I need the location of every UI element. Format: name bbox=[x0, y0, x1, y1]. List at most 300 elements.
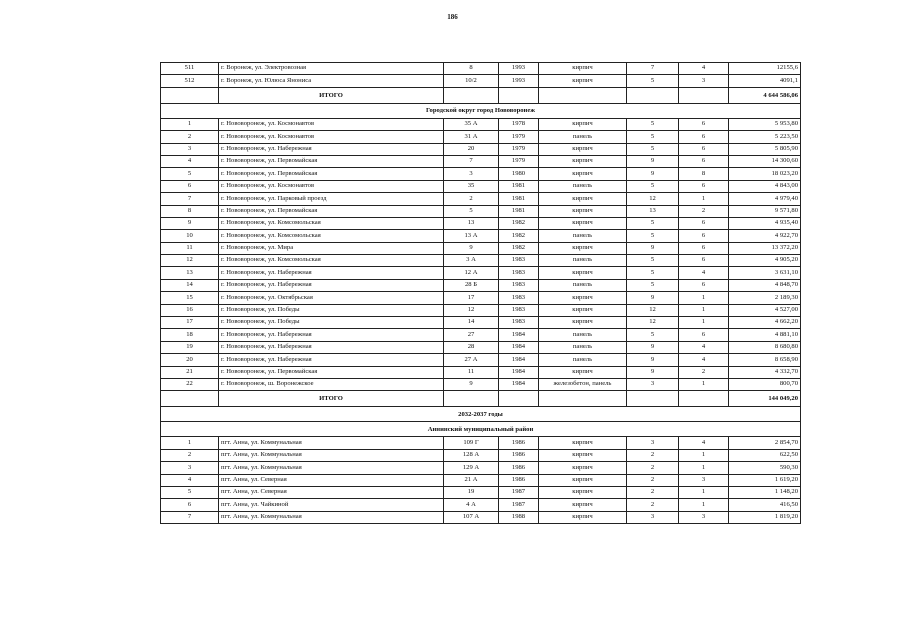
cell-house: 3 bbox=[444, 168, 499, 180]
cell-material: кирпич bbox=[539, 63, 627, 75]
cell-address: г. Нововоронеж, ул. Первомайская bbox=[219, 155, 444, 167]
cell-material: кирпич bbox=[539, 217, 627, 229]
cell-address: пгт. Анна, ул. Коммунальная bbox=[219, 462, 444, 474]
cell-address: г. Нововоронеж, ул. Космонавтов bbox=[219, 131, 444, 143]
cell-entrances: 1 bbox=[679, 486, 729, 498]
cell-floors: 9 bbox=[627, 354, 679, 366]
cell-n: 22 bbox=[161, 378, 219, 390]
table-row bbox=[161, 118, 801, 130]
cell-house: 13 А bbox=[444, 230, 499, 242]
table-row bbox=[161, 279, 801, 291]
table-row bbox=[161, 63, 801, 75]
cell-address: г. Нововоронеж, ул. Первомайская bbox=[219, 168, 444, 180]
cell-year: 1984 bbox=[499, 341, 539, 353]
cell-year: 1983 bbox=[499, 304, 539, 316]
cell-year: 1981 bbox=[499, 180, 539, 192]
cell-material: кирпич bbox=[539, 317, 627, 329]
table-row bbox=[161, 449, 801, 461]
cell-material: кирпич bbox=[539, 155, 627, 167]
table-body bbox=[161, 63, 801, 524]
cell-address: г. Нововоронеж, ул. Комсомольская bbox=[219, 217, 444, 229]
empty-cell bbox=[499, 87, 539, 103]
table-row bbox=[161, 462, 801, 474]
total-label: ИТОГО bbox=[219, 87, 444, 103]
cell-year: 1984 bbox=[499, 354, 539, 366]
cell-n: 11 bbox=[161, 242, 219, 254]
cell-entrances: 6 bbox=[679, 279, 729, 291]
cell-entrances: 1 bbox=[679, 449, 729, 461]
cell-entrances: 1 bbox=[679, 378, 729, 390]
cell-address: пгт. Анна, ул. Северная bbox=[219, 474, 444, 486]
cell-cost: 416,50 bbox=[729, 499, 801, 511]
cell-entrances: 2 bbox=[679, 366, 729, 378]
cell-n: 512 bbox=[161, 75, 219, 87]
cell-year: 1984 bbox=[499, 366, 539, 378]
cell-house: 12 bbox=[444, 304, 499, 316]
cell-year: 1986 bbox=[499, 462, 539, 474]
cell-address: пгт. Анна, ул. Коммунальная bbox=[219, 449, 444, 461]
cell-material: панель bbox=[539, 255, 627, 267]
cell-entrances: 8 bbox=[679, 168, 729, 180]
cell-floors: 7 bbox=[627, 63, 679, 75]
table-row bbox=[161, 304, 801, 316]
cell-cost: 622,50 bbox=[729, 449, 801, 461]
table-row bbox=[161, 230, 801, 242]
housing-table bbox=[160, 62, 801, 524]
cell-house: 128 А bbox=[444, 449, 499, 461]
cell-material: кирпич bbox=[539, 486, 627, 498]
cell-material: панель bbox=[539, 230, 627, 242]
cell-entrances: 3 bbox=[679, 474, 729, 486]
cell-address: пгт. Анна, ул. Чайкиной bbox=[219, 499, 444, 511]
cell-floors: 9 bbox=[627, 242, 679, 254]
table-row bbox=[161, 486, 801, 498]
cell-cost: 2 189,30 bbox=[729, 292, 801, 304]
empty-cell bbox=[627, 87, 679, 103]
cell-cost: 8 658,90 bbox=[729, 354, 801, 366]
cell-address: г. Нововоронеж, ул. Парковый проезд bbox=[219, 193, 444, 205]
cell-material: кирпич bbox=[539, 511, 627, 523]
cell-address: г. Нововоронеж, ул. Космонавтов bbox=[219, 180, 444, 192]
table-row bbox=[161, 378, 801, 390]
cell-entrances: 3 bbox=[679, 75, 729, 87]
cell-year: 1993 bbox=[499, 75, 539, 87]
cell-entrances: 6 bbox=[679, 155, 729, 167]
cell-n: 6 bbox=[161, 499, 219, 511]
cell-material: панель bbox=[539, 354, 627, 366]
empty-cell bbox=[627, 391, 679, 407]
cell-floors: 9 bbox=[627, 292, 679, 304]
cell-material: кирпич bbox=[539, 267, 627, 279]
cell-house: 12 А bbox=[444, 267, 499, 279]
table-row bbox=[161, 168, 801, 180]
cell-material: кирпич bbox=[539, 366, 627, 378]
table-row bbox=[161, 317, 801, 329]
empty-cell bbox=[161, 391, 219, 407]
empty-cell bbox=[444, 87, 499, 103]
cell-house: 21 А bbox=[444, 474, 499, 486]
cell-n: 4 bbox=[161, 474, 219, 486]
cell-cost: 4 922,70 bbox=[729, 230, 801, 242]
cell-house: 31 А bbox=[444, 131, 499, 143]
cell-material: кирпич bbox=[539, 449, 627, 461]
cell-floors: 12 bbox=[627, 304, 679, 316]
cell-address: г. Нововоронеж, ул. Комсомольская bbox=[219, 255, 444, 267]
cell-year: 1986 bbox=[499, 437, 539, 449]
cell-cost: 12155,6 bbox=[729, 63, 801, 75]
cell-entrances: 6 bbox=[679, 255, 729, 267]
cell-n: 19 bbox=[161, 341, 219, 353]
cell-cost: 5 953,80 bbox=[729, 118, 801, 130]
cell-entrances: 1 bbox=[679, 499, 729, 511]
cell-address: г. Нововоронеж, ул. Первомайская bbox=[219, 205, 444, 217]
cell-floors: 9 bbox=[627, 341, 679, 353]
table-row bbox=[161, 131, 801, 143]
table-row bbox=[161, 341, 801, 353]
cell-entrances: 4 bbox=[679, 437, 729, 449]
cell-house: 5 bbox=[444, 205, 499, 217]
section-heading-years bbox=[161, 407, 801, 422]
cell-material: кирпич bbox=[539, 304, 627, 316]
cell-cost: 14 300,60 bbox=[729, 155, 801, 167]
cell-entrances: 6 bbox=[679, 180, 729, 192]
cell-cost: 18 023,20 bbox=[729, 168, 801, 180]
cell-floors: 2 bbox=[627, 499, 679, 511]
cell-house: 20 bbox=[444, 143, 499, 155]
cell-entrances: 6 bbox=[679, 217, 729, 229]
cell-n: 3 bbox=[161, 143, 219, 155]
cell-entrances: 1 bbox=[679, 462, 729, 474]
cell-n: 10 bbox=[161, 230, 219, 242]
cell-house: 109 Г bbox=[444, 437, 499, 449]
cell-entrances: 2 bbox=[679, 205, 729, 217]
cell-year: 1983 bbox=[499, 267, 539, 279]
cell-n: 7 bbox=[161, 193, 219, 205]
cell-year: 1986 bbox=[499, 449, 539, 461]
cell-floors: 9 bbox=[627, 155, 679, 167]
cell-address: пгт. Анна, ул. Коммунальная bbox=[219, 511, 444, 523]
cell-material: панель bbox=[539, 329, 627, 341]
cell-entrances: 6 bbox=[679, 118, 729, 130]
cell-cost: 4 662,20 bbox=[729, 317, 801, 329]
cell-n: 4 bbox=[161, 155, 219, 167]
empty-cell bbox=[679, 87, 729, 103]
cell-house: 14 bbox=[444, 317, 499, 329]
cell-floors: 2 bbox=[627, 449, 679, 461]
empty-cell bbox=[499, 391, 539, 407]
cell-floors: 3 bbox=[627, 437, 679, 449]
cell-year: 1984 bbox=[499, 329, 539, 341]
cell-floors: 9 bbox=[627, 168, 679, 180]
cell-n: 8 bbox=[161, 205, 219, 217]
cell-house: 129 А bbox=[444, 462, 499, 474]
cell-entrances: 4 bbox=[679, 63, 729, 75]
cell-year: 1982 bbox=[499, 230, 539, 242]
cell-house: 35 bbox=[444, 180, 499, 192]
cell-cost: 590,30 bbox=[729, 462, 801, 474]
table-row bbox=[161, 437, 801, 449]
cell-material: кирпич bbox=[539, 118, 627, 130]
cell-entrances: 3 bbox=[679, 511, 729, 523]
cell-cost: 1 819,20 bbox=[729, 511, 801, 523]
cell-entrances: 6 bbox=[679, 131, 729, 143]
cell-address: пгт. Анна, ул. Коммунальная bbox=[219, 437, 444, 449]
total-label: ИТОГО bbox=[219, 391, 444, 407]
cell-material: кирпич bbox=[539, 292, 627, 304]
cell-address: г. Нововоронеж, ул. Мира bbox=[219, 242, 444, 254]
cell-floors: 9 bbox=[627, 366, 679, 378]
cell-house: 19 bbox=[444, 486, 499, 498]
total-value: 4 644 586,06 bbox=[729, 87, 801, 103]
empty-cell bbox=[161, 87, 219, 103]
cell-house: 107 А bbox=[444, 511, 499, 523]
cell-cost: 4 935,40 bbox=[729, 217, 801, 229]
cell-house: 27 А bbox=[444, 354, 499, 366]
cell-address: г. Нововоронеж, ул. Набережная bbox=[219, 354, 444, 366]
cell-year: 1988 bbox=[499, 511, 539, 523]
table-row bbox=[161, 180, 801, 192]
cell-material: панель bbox=[539, 341, 627, 353]
cell-address: г. Нововоронеж, ул. Набережная bbox=[219, 329, 444, 341]
cell-material: кирпич bbox=[539, 143, 627, 155]
cell-cost: 8 680,80 bbox=[729, 341, 801, 353]
cell-floors: 3 bbox=[627, 511, 679, 523]
cell-material: кирпич bbox=[539, 437, 627, 449]
cell-address: г. Нововоронеж, ул. Космонавтов bbox=[219, 118, 444, 130]
cell-cost: 4 881,10 bbox=[729, 329, 801, 341]
section-title: Аннинский муниципальный район bbox=[161, 422, 801, 437]
cell-cost: 4 527,00 bbox=[729, 304, 801, 316]
cell-n: 7 bbox=[161, 511, 219, 523]
cell-year: 1987 bbox=[499, 486, 539, 498]
cell-floors: 13 bbox=[627, 205, 679, 217]
table-row bbox=[161, 255, 801, 267]
cell-cost: 1 148,20 bbox=[729, 486, 801, 498]
cell-house: 28 Б bbox=[444, 279, 499, 291]
cell-year: 1981 bbox=[499, 205, 539, 217]
cell-address: г. Нововоронеж, ул. Набережная bbox=[219, 143, 444, 155]
table-row bbox=[161, 217, 801, 229]
cell-floors: 5 bbox=[627, 230, 679, 242]
cell-n: 2 bbox=[161, 449, 219, 461]
cell-year: 1983 bbox=[499, 279, 539, 291]
total-value: 144 049,20 bbox=[729, 391, 801, 407]
table-row bbox=[161, 75, 801, 87]
table-row bbox=[161, 242, 801, 254]
cell-house: 28 bbox=[444, 341, 499, 353]
cell-year: 1982 bbox=[499, 242, 539, 254]
cell-material: кирпич bbox=[539, 168, 627, 180]
cell-n: 6 bbox=[161, 180, 219, 192]
table-row bbox=[161, 366, 801, 378]
cell-cost: 13 372,20 bbox=[729, 242, 801, 254]
cell-n: 12 bbox=[161, 255, 219, 267]
cell-address: г. Нововоронеж, ул. Набережная bbox=[219, 267, 444, 279]
cell-entrances: 1 bbox=[679, 317, 729, 329]
cell-address: г. Нововоронеж, ул. Октябрьская bbox=[219, 292, 444, 304]
cell-cost: 2 854,70 bbox=[729, 437, 801, 449]
table-row bbox=[161, 354, 801, 366]
cell-n: 17 bbox=[161, 317, 219, 329]
cell-house: 10/2 bbox=[444, 75, 499, 87]
cell-floors: 5 bbox=[627, 180, 679, 192]
empty-cell bbox=[679, 391, 729, 407]
cell-cost: 3 631,10 bbox=[729, 267, 801, 279]
cell-address: г. Воронеж, ул. Юлюса Янониса bbox=[219, 75, 444, 87]
cell-address: г. Нововоронеж, ул. Набережная bbox=[219, 341, 444, 353]
cell-cost: 4091,1 bbox=[729, 75, 801, 87]
cell-material: железобетон, панель bbox=[539, 378, 627, 390]
cell-n: 18 bbox=[161, 329, 219, 341]
empty-cell bbox=[539, 87, 627, 103]
cell-n: 5 bbox=[161, 486, 219, 498]
cell-year: 1979 bbox=[499, 155, 539, 167]
cell-address: г. Воронеж, ул. Электровозная bbox=[219, 63, 444, 75]
cell-address: г. Нововоронеж, ул. Набережная bbox=[219, 279, 444, 291]
cell-n: 14 bbox=[161, 279, 219, 291]
cell-floors: 5 bbox=[627, 131, 679, 143]
cell-cost: 1 619,20 bbox=[729, 474, 801, 486]
section-heading-anna bbox=[161, 422, 801, 437]
cell-n: 3 bbox=[161, 462, 219, 474]
cell-house: 11 bbox=[444, 366, 499, 378]
cell-floors: 5 bbox=[627, 217, 679, 229]
cell-address: г. Нововоронеж, ул. Первомайская bbox=[219, 366, 444, 378]
cell-house: 9 bbox=[444, 242, 499, 254]
cell-house: 17 bbox=[444, 292, 499, 304]
empty-cell bbox=[444, 391, 499, 407]
cell-material: кирпич bbox=[539, 75, 627, 87]
cell-floors: 12 bbox=[627, 193, 679, 205]
cell-n: 16 bbox=[161, 304, 219, 316]
cell-cost: 4 843,00 bbox=[729, 180, 801, 192]
cell-n: 1 bbox=[161, 118, 219, 130]
cell-n: 21 bbox=[161, 366, 219, 378]
cell-n: 1 bbox=[161, 437, 219, 449]
cell-year: 1984 bbox=[499, 378, 539, 390]
table-row bbox=[161, 155, 801, 167]
cell-entrances: 6 bbox=[679, 230, 729, 242]
cell-year: 1978 bbox=[499, 118, 539, 130]
section-title: Городской округ город Нововоронеж bbox=[161, 103, 801, 118]
cell-entrances: 4 bbox=[679, 354, 729, 366]
cell-cost: 4 848,70 bbox=[729, 279, 801, 291]
cell-material: кирпич bbox=[539, 462, 627, 474]
cell-floors: 2 bbox=[627, 462, 679, 474]
cell-n: 13 bbox=[161, 267, 219, 279]
cell-floors: 3 bbox=[627, 378, 679, 390]
cell-n: 5 bbox=[161, 168, 219, 180]
table-row bbox=[161, 143, 801, 155]
cell-cost: 800,70 bbox=[729, 378, 801, 390]
cell-floors: 5 bbox=[627, 118, 679, 130]
cell-year: 1980 bbox=[499, 168, 539, 180]
cell-house: 13 bbox=[444, 217, 499, 229]
cell-n: 511 bbox=[161, 63, 219, 75]
cell-cost: 4 905,20 bbox=[729, 255, 801, 267]
page-number: 186 bbox=[447, 13, 458, 21]
cell-floors: 12 bbox=[627, 317, 679, 329]
cell-cost: 5 223,50 bbox=[729, 131, 801, 143]
cell-house: 9 bbox=[444, 378, 499, 390]
cell-year: 1983 bbox=[499, 292, 539, 304]
cell-address: г. Нововоронеж, ш. Воронежское bbox=[219, 378, 444, 390]
cell-entrances: 6 bbox=[679, 143, 729, 155]
table-row bbox=[161, 474, 801, 486]
cell-house: 2 bbox=[444, 193, 499, 205]
cell-material: панель bbox=[539, 279, 627, 291]
cell-house: 35 А bbox=[444, 118, 499, 130]
cell-material: кирпич bbox=[539, 205, 627, 217]
cell-entrances: 4 bbox=[679, 341, 729, 353]
cell-material: кирпич bbox=[539, 499, 627, 511]
table-row bbox=[161, 267, 801, 279]
table-row bbox=[161, 329, 801, 341]
cell-material: кирпич bbox=[539, 242, 627, 254]
cell-house: 3 А bbox=[444, 255, 499, 267]
cell-entrances: 4 bbox=[679, 267, 729, 279]
cell-house: 8 bbox=[444, 63, 499, 75]
cell-n: 15 bbox=[161, 292, 219, 304]
cell-cost: 4 332,70 bbox=[729, 366, 801, 378]
cell-material: панель bbox=[539, 131, 627, 143]
empty-cell bbox=[539, 391, 627, 407]
table-row bbox=[161, 193, 801, 205]
cell-entrances: 1 bbox=[679, 292, 729, 304]
cell-year: 1979 bbox=[499, 143, 539, 155]
cell-address: г. Нововоронеж, ул. Комсомольская bbox=[219, 230, 444, 242]
cell-address: г. Нововоронеж, ул. Победы bbox=[219, 317, 444, 329]
cell-floors: 2 bbox=[627, 474, 679, 486]
cell-address: пгт. Анна, ул. Северная bbox=[219, 486, 444, 498]
cell-entrances: 1 bbox=[679, 304, 729, 316]
cell-floors: 5 bbox=[627, 279, 679, 291]
cell-cost: 5 805,90 bbox=[729, 143, 801, 155]
cell-entrances: 6 bbox=[679, 242, 729, 254]
cell-floors: 5 bbox=[627, 267, 679, 279]
cell-house: 7 bbox=[444, 155, 499, 167]
cell-house: 27 bbox=[444, 329, 499, 341]
cell-material: кирпич bbox=[539, 474, 627, 486]
cell-house: 4 А bbox=[444, 499, 499, 511]
table-row bbox=[161, 205, 801, 217]
cell-year: 1986 bbox=[499, 474, 539, 486]
table-row bbox=[161, 499, 801, 511]
cell-year: 1982 bbox=[499, 217, 539, 229]
total-row-voronezh bbox=[161, 87, 801, 103]
cell-floors: 2 bbox=[627, 486, 679, 498]
section-title: 2032-2037 годы bbox=[161, 407, 801, 422]
section-heading-novovoronezh bbox=[161, 103, 801, 118]
cell-entrances: 6 bbox=[679, 329, 729, 341]
cell-floors: 5 bbox=[627, 329, 679, 341]
cell-year: 1983 bbox=[499, 255, 539, 267]
cell-n: 9 bbox=[161, 217, 219, 229]
cell-year: 1979 bbox=[499, 131, 539, 143]
cell-address: г. Нововоронеж, ул. Победы bbox=[219, 304, 444, 316]
cell-year: 1993 bbox=[499, 63, 539, 75]
cell-year: 1981 bbox=[499, 193, 539, 205]
table-row bbox=[161, 511, 801, 523]
cell-floors: 5 bbox=[627, 75, 679, 87]
cell-entrances: 1 bbox=[679, 193, 729, 205]
cell-material: панель bbox=[539, 180, 627, 192]
cell-floors: 5 bbox=[627, 255, 679, 267]
cell-cost: 4 979,40 bbox=[729, 193, 801, 205]
cell-floors: 5 bbox=[627, 143, 679, 155]
cell-material: кирпич bbox=[539, 193, 627, 205]
cell-year: 1983 bbox=[499, 317, 539, 329]
